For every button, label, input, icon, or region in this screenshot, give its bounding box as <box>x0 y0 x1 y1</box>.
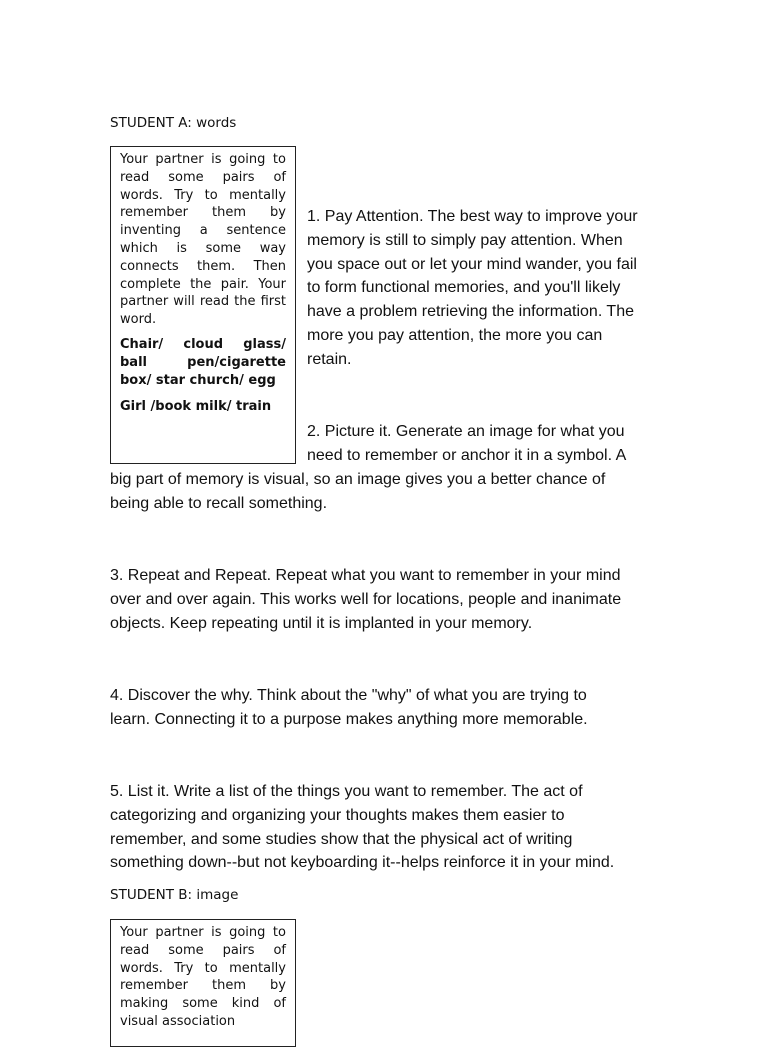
student-a-instruction-box <box>110 146 296 464</box>
text-line: have a problem retrieving the information. The <box>307 303 634 321</box>
text-line: something down--but not keyboarding it--helps reinforce it in your mind. <box>110 854 615 872</box>
text-line: remember, and some studies show that the physical act of writing <box>110 830 573 848</box>
student-a-heading: STUDENT A: words <box>110 115 237 131</box>
text-line: being able to recall something. <box>110 494 328 512</box>
text-line: over and over again. This works well for locations, people and inanimate <box>110 590 622 608</box>
text-line: need to remember or anchor it in a symbol. A <box>307 446 627 464</box>
tip-1-paragraph <box>307 205 638 372</box>
tip-5-paragraph <box>110 780 614 875</box>
text-line: 1. Pay Attention. The best way to improve your <box>307 208 638 225</box>
text-line: 2. Picture it. Generate an image for what you <box>307 423 625 440</box>
student-a-word-pairs-2: Girl /book milk/ train <box>120 399 272 415</box>
tip-4-paragraph <box>110 684 588 732</box>
text-line: categorizing and organizing your thoughts makes them easier to <box>110 806 565 824</box>
tip-2-paragraph-bottom <box>110 468 605 516</box>
text-line: objects. Keep repeating until it is implanted in your memory. <box>110 614 533 632</box>
text-line: memory is still to simply pay attention. When <box>307 231 623 249</box>
text-line: 5. List it. Write a list of the things you want to remember. The act of <box>110 783 583 800</box>
text-line: 4. Discover the why. Think about the "why" of what you are trying to <box>110 687 587 704</box>
text-line: learn. Connecting it to a purpose makes anything more memorable. <box>110 710 588 728</box>
text-line: more you pay attention, the more you can <box>307 326 603 344</box>
text-line: big part of memory is visual, so an image gives you a better chance of <box>110 471 606 488</box>
student-b-instruction-box <box>110 919 296 1047</box>
tip-3-paragraph <box>110 564 621 635</box>
text-line: 3. Repeat and Repeat. Repeat what you want to remember in your mind <box>110 567 621 584</box>
text-line: you space out or let your mind wander, you fail <box>307 255 637 273</box>
text-line: retain. <box>307 350 352 368</box>
student-a-instructions: Your partner is going to read some pairs of words. Try to mentally remember them by inventing a sentence which is some way connects them. Then complete the pair. Your partner will read the first word. <box>120 152 286 328</box>
text-line: to form functional memories, and you'll likely <box>307 279 621 297</box>
tip-2-paragraph-top <box>307 420 626 468</box>
student-a-word-pairs-1: Chair/ cloud glass/ ball pen/cigarette box/ star church/ egg <box>120 336 286 388</box>
student-b-heading: STUDENT B: image <box>110 887 239 903</box>
student-b-instructions: Your partner is going to read some pairs of words. Try to mentally remember them by making some kind of visual association <box>120 925 286 1029</box>
